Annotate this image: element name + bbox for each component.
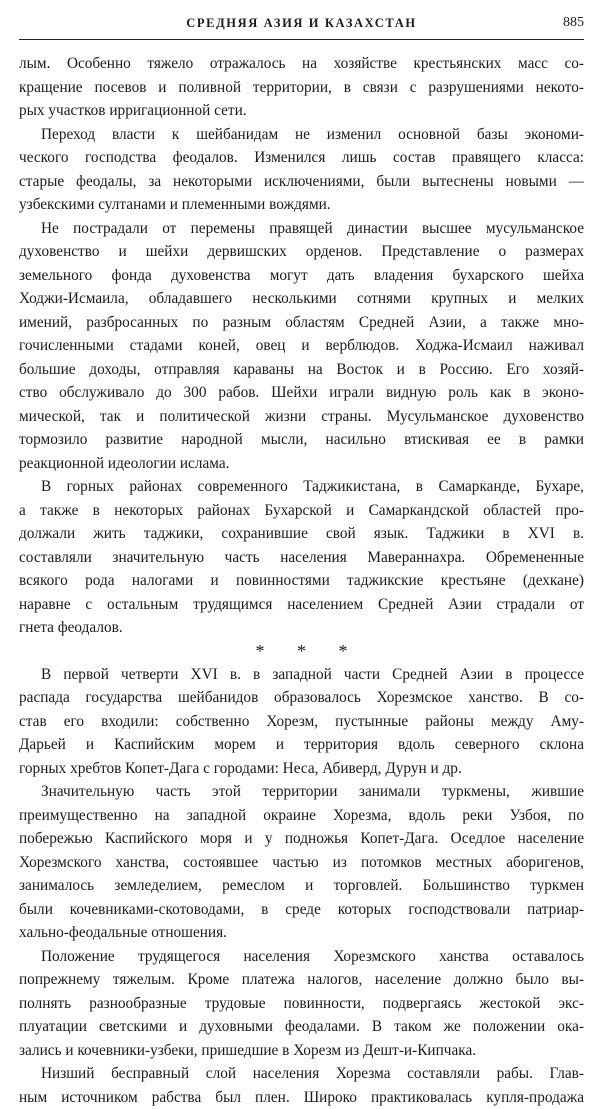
text-line: Значительную часть этой территории занимали туркмены, жившие bbox=[19, 780, 584, 804]
text-line: зались и кочевники-узбеки, пришедшие в Хорезм из Дешт-и-Кипчака. bbox=[19, 1039, 584, 1063]
text-line: став его входили: собственно Хорезм, пустынные районы между Аму- bbox=[19, 710, 584, 734]
text-line: плуатации светскими и духовными феодалами. В таком же положении ока- bbox=[19, 1015, 584, 1039]
book-page bbox=[19, 14, 584, 974]
running-head-title: СРЕДНЯЯ АЗИЯ И КАЗАХСТАН bbox=[19, 16, 584, 31]
text-line: старые феодалы, за некоторыми исключениями, были вытеснены новыми — bbox=[19, 170, 584, 194]
text-line: занималось земледелием, ремеслом и торговлей. Большинство туркмен bbox=[19, 874, 584, 898]
text-line: полнять разнообразные трудовые повинности, подвергаясь жестокой экс- bbox=[19, 992, 584, 1016]
text-line: Не пострадали от перемены правящей династии высшее мусульманское bbox=[19, 217, 584, 241]
text-line: составляли значительную часть населения Мавераннахра. Обремененные bbox=[19, 546, 584, 570]
text-line: кращение посевов и поливной территории, в связи с разрушениями некото- bbox=[19, 76, 584, 100]
text-line: распада государства шейбанидов образовалось Хорезмское ханство. В со- bbox=[19, 686, 584, 710]
section-separator: * * * bbox=[19, 640, 584, 663]
text-line: всякого рода налогами и повинностями таджикские крестьяне (дехкане) bbox=[19, 569, 584, 593]
text-line: должали жить таджики, сохранившие свой язык. Таджики в XVI в. bbox=[19, 522, 584, 546]
text-line: попрежнему тяжелым. Кроме платежа налогов, население должно было вы- bbox=[19, 968, 584, 992]
text-line: преимущественно на западной окраине Хорезма, вдоль реки Узбоя, по bbox=[19, 804, 584, 828]
text-line: земельного фонда духовенства могут дать владения бухарского шейха bbox=[19, 264, 584, 288]
text-line: лым. Особенно тяжело отражалось на хозяйстве крестьянских масс со- bbox=[19, 52, 584, 76]
text-line: гочисленными стадами коней, овец и верблюдов. Ходжа-Исмаил наживал bbox=[19, 334, 584, 358]
text-line: хально-феодальные отношения. bbox=[19, 921, 584, 945]
text-line: тормозило развитие народной мысли, насильно втискивая ее в рамки bbox=[19, 428, 584, 452]
text-line: имений, разбросанных по разным областям Средней Азии, а также мно- bbox=[19, 311, 584, 335]
text-line: духовенство и шейхи дервишских орденов. Представление о размерах bbox=[19, 240, 584, 264]
text-line: гнета феодалов. bbox=[19, 616, 584, 640]
text-line: Дарьей и Каспийским морем и территория вдоль северного склона bbox=[19, 733, 584, 757]
text-line: мической, так и политической жизни страны. Мусульманское духовенство bbox=[19, 405, 584, 429]
text-line: ство обслуживало до 300 рабов. Шейхи играли видную роль как в эконо- bbox=[19, 381, 584, 405]
text-line: ческого господства феодалов. Изменился лишь состав правящего класса: bbox=[19, 146, 584, 170]
text-line: Ходжи-Исмаила, обладавшего несколькими сотнями крупных и мелких bbox=[19, 287, 584, 311]
text-line: В горных районах современного Таджикистана, в Самарканде, Бухаре, bbox=[19, 475, 584, 499]
running-head bbox=[19, 14, 584, 40]
text-line: узбекскими султанами и племенными вождями. bbox=[19, 193, 584, 217]
text-line: Положение трудящегося населения Хорезмского ханства оставалось bbox=[19, 945, 584, 969]
text-line: большие доходы, отправляя караваны на Восток и в Россию. Его хозяй- bbox=[19, 358, 584, 382]
text-line: Низший бесправный слой населения Хорезма составляли рабы. Глав- bbox=[19, 1062, 584, 1086]
text-line: ным источником рабства был плен. Широко практиковалась купля-продажа bbox=[19, 1086, 584, 1109]
text-line: рых участков ирригационной сети. bbox=[19, 99, 584, 123]
text-line: В первой четверти XVI в. в западной части Средней Азии в процессе bbox=[19, 663, 584, 687]
body-text bbox=[19, 52, 584, 1109]
text-line: были кочевниками-скотоводами, в среде которых господствовали патриар- bbox=[19, 898, 584, 922]
page-number: 885 bbox=[563, 15, 584, 31]
text-line: а также в некоторых районах Бухарской и Самаркандской областей про- bbox=[19, 499, 584, 523]
text-line: Переход власти к шейбанидам не изменил основной базы экономи- bbox=[19, 123, 584, 147]
text-line: реакционной идеологии ислама. bbox=[19, 452, 584, 476]
text-line: Хорезмского ханства, состоявшее частью из потомков местных аборигенов, bbox=[19, 851, 584, 875]
text-line: побережью Каспийского моря и у подножья Копет-Дага. Оседлое население bbox=[19, 827, 584, 851]
text-line: горных хребтов Копет-Дага с городами: Неса, Абиверд, Дурун и др. bbox=[19, 757, 584, 781]
text-line: наравне с остальным трудящимся населением Средней Азии страдали от bbox=[19, 593, 584, 617]
